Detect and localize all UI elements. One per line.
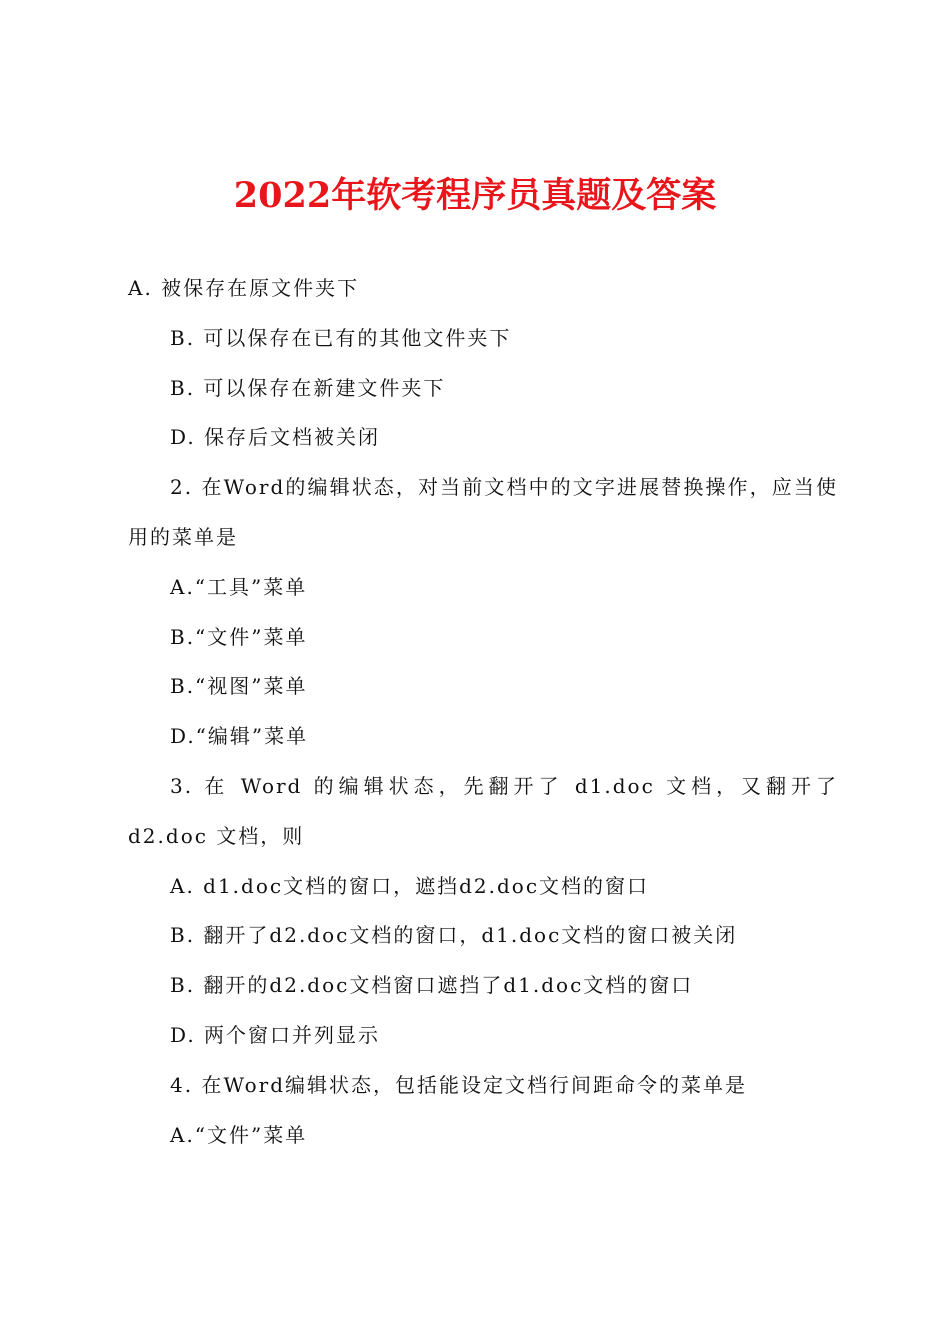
option-line: B.“视图”菜单 — [170, 674, 308, 699]
option-line: D.“编辑”菜单 — [170, 724, 309, 749]
question-line: 2. 在Word的编辑状态，对当前文档中的文字进展替换操作，应当使用的菜单是 — [128, 475, 838, 549]
option-line: B. 翻开的d2.doc文档窗口遮挡了d1.doc文档的窗口 — [170, 973, 694, 998]
document-title: 2022年软考程序员真题及答案 — [233, 175, 717, 216]
option-line: B. 可以保存在新建文件夹下 — [170, 375, 446, 400]
question-line: 4. 在Word编辑状态，包括能设定文档行间距命令的菜单是 — [170, 1072, 748, 1097]
question-line: 3. 在 Word 的编辑状态，先翻开了 d1.doc 文档，又翻开了 d2.doc 文档，则 — [128, 773, 838, 848]
option-line: B.“文件”菜单 — [170, 624, 308, 649]
option-line: B. 可以保存在已有的其他文件夹下 — [170, 325, 512, 350]
document-body — [128, 264, 838, 1160]
option-line: A. d1.doc文档的窗口，遮挡d2.doc文档的窗口 — [170, 873, 650, 898]
option-line: A.“文件”菜单 — [170, 1122, 308, 1147]
option-line: A. 被保存在原文件夹下 — [128, 276, 360, 300]
option-line: D. 保存后文档被关闭 — [170, 425, 381, 450]
option-line: B. 翻开了d2.doc文档的窗口，d1.doc文档的窗口被关闭 — [170, 923, 738, 948]
option-line: D. 两个窗口并列显示 — [170, 1022, 381, 1047]
option-line: A.“工具”菜单 — [170, 574, 308, 599]
